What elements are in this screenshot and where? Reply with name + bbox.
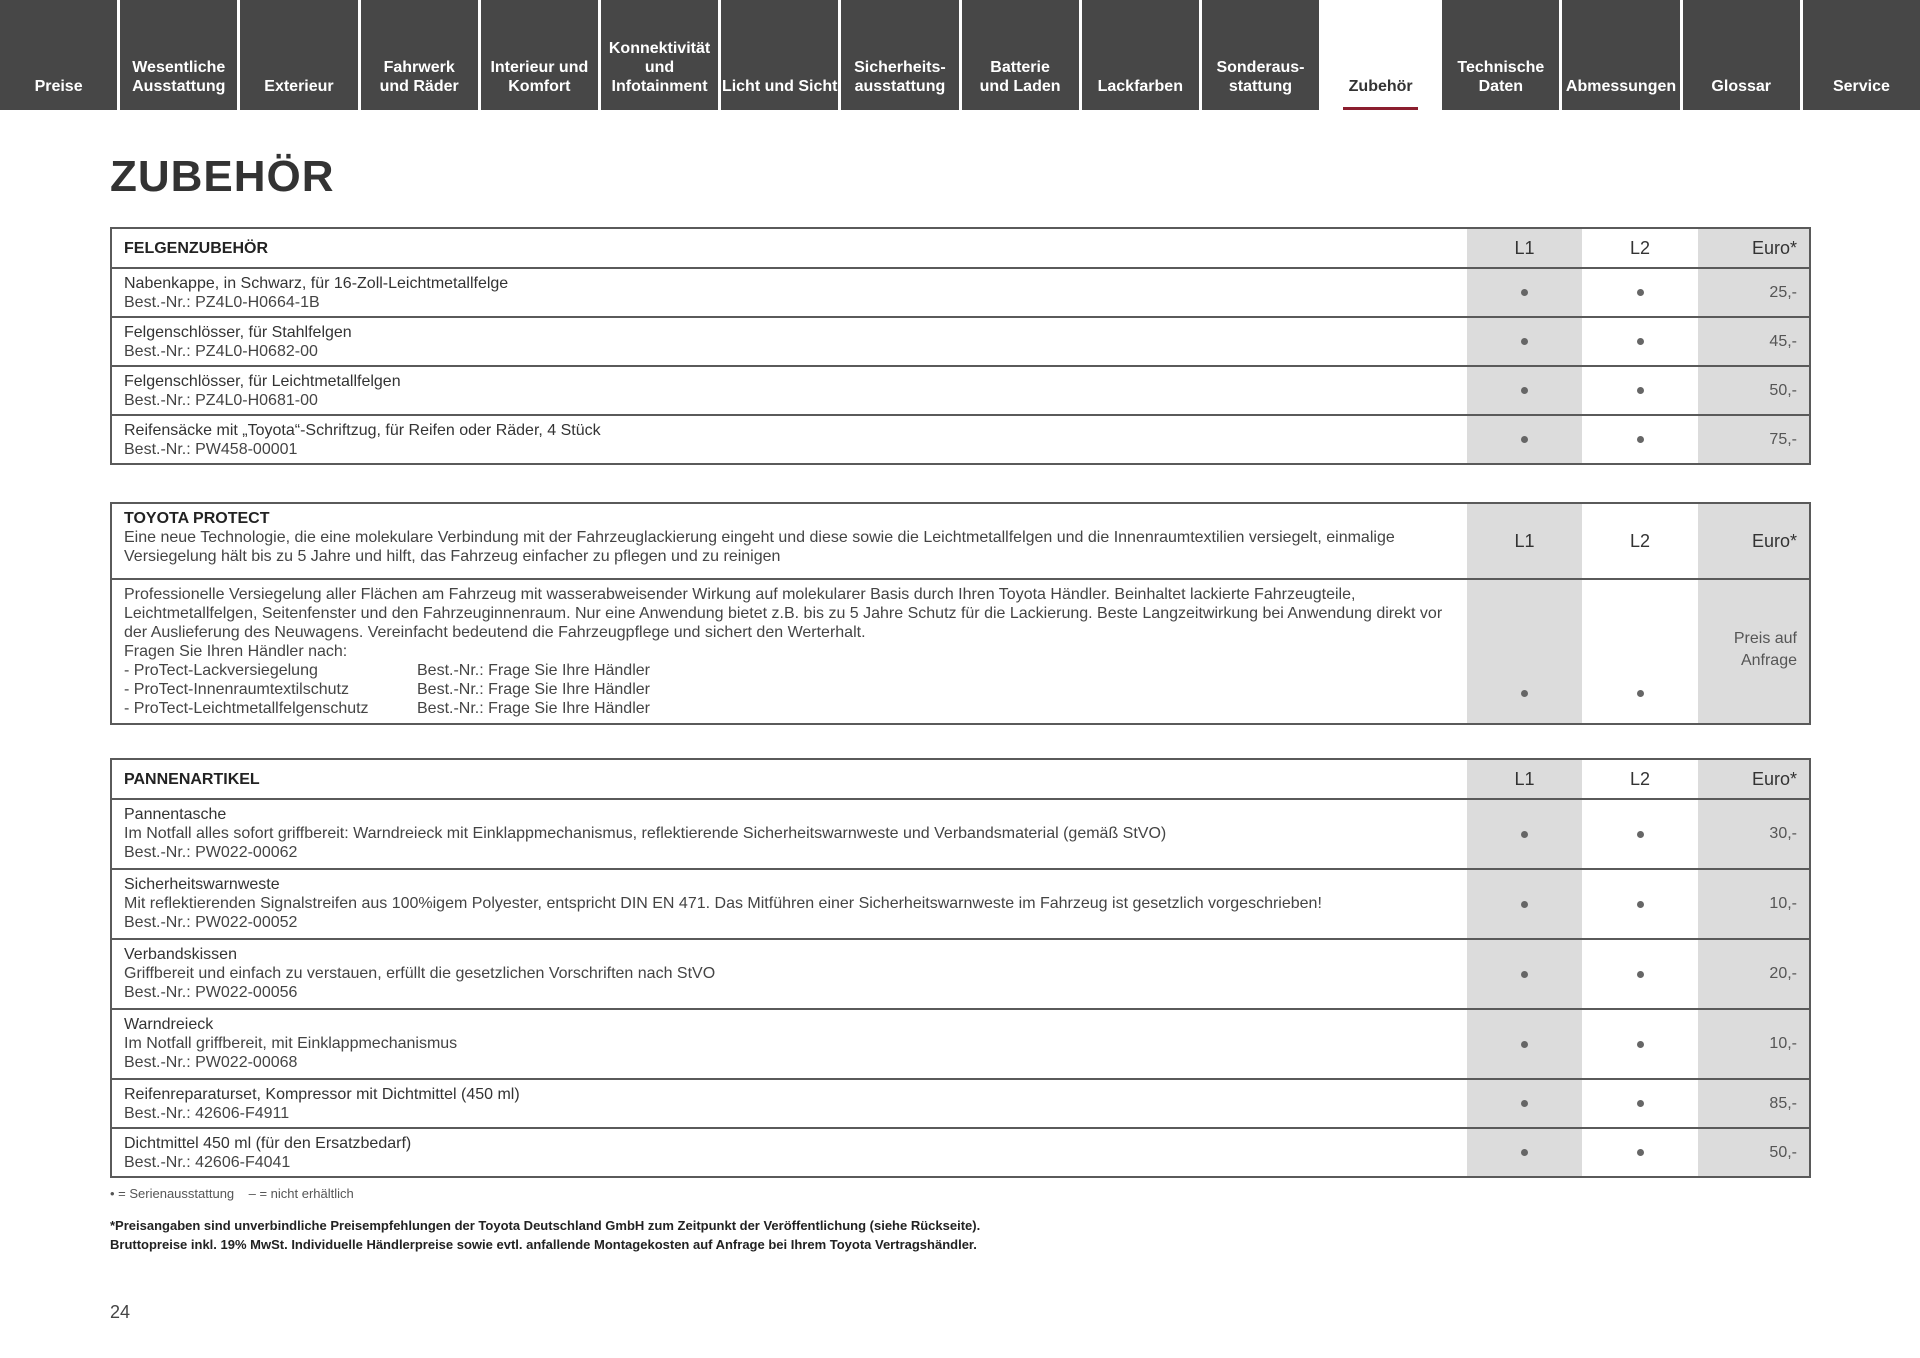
protect-item-list xyxy=(124,661,1455,718)
item-name: Felgenschlösser, für Stahlfelgen xyxy=(124,324,352,341)
standard-dot-icon xyxy=(1521,338,1528,345)
l2-cell xyxy=(1582,269,1698,316)
item-part-number: Best.-Nr.: PW022-00052 xyxy=(124,914,298,931)
l2-cell xyxy=(1582,870,1698,938)
l2-cell xyxy=(1582,940,1698,1008)
price-cell: 10,- xyxy=(1698,870,1809,938)
tab-licht-und-sicht[interactable]: Licht und Sicht xyxy=(721,0,838,110)
header-title-cell xyxy=(112,760,1467,798)
item-description xyxy=(112,318,1467,365)
protect-item-name: - ProTect-Lackversiegelung xyxy=(124,662,318,679)
header-title: PANNENARTIKEL xyxy=(124,770,260,788)
l2-cell xyxy=(1582,318,1698,365)
item-part-number: Best.-Nr.: PW022-00062 xyxy=(124,844,298,861)
protect-text: Professionelle Versiegelung aller Flächen am Fahrzeug mit wasserabweisender Wirkung auf molekularer Basis durch Ihren Toyota Händler. Beinhaltet lackierte Fahrzeugteile, Leichtmetallfelgen, Seitenfenster und den Fahrzeuginnenraum. Nur eine Anwendung bietet z.B. bis zu 5 Jahre Schutz für die Lackierung. Beste Langzeitwirkung bei Anwendung direkt vor der Auslieferung des Neuwagens. Vereinfacht bedeutend die Fahrzeugpflege und sichert den Werterhalt. xyxy=(124,586,1443,641)
standard-dot-icon xyxy=(1521,901,1528,908)
page-title: ZUBEHÖR xyxy=(110,152,335,201)
table-row xyxy=(112,868,1809,938)
column-header-l2: L2 xyxy=(1582,229,1698,267)
table-row xyxy=(112,1127,1809,1176)
item-part-number: Best.-Nr.: PZ4L0-H0682-00 xyxy=(124,343,318,360)
section-nav xyxy=(0,0,1920,110)
item-name: Reifenreparaturset, Kompressor mit Dichtmittel (450 ml) xyxy=(124,1086,520,1103)
table-row xyxy=(112,1078,1809,1127)
table-row xyxy=(112,267,1809,316)
standard-dot-icon xyxy=(1637,690,1644,697)
table-row xyxy=(112,578,1809,723)
footnote xyxy=(110,1216,980,1254)
item-description xyxy=(112,580,1467,723)
standard-dot-icon xyxy=(1521,971,1528,978)
tab-interieur-und-komfort[interactable]: Interieur und Komfort xyxy=(481,0,598,110)
standard-dot-icon xyxy=(1637,831,1644,838)
tab-abmessungen[interactable]: Abmessungen xyxy=(1562,0,1679,110)
column-header-euro: Euro* xyxy=(1698,504,1809,578)
price-cell: 50,- xyxy=(1698,367,1809,414)
standard-dot-icon xyxy=(1637,1149,1644,1156)
item-part-number: Best.-Nr.: 42606-F4041 xyxy=(124,1154,291,1171)
item-description xyxy=(112,1080,1467,1127)
tab-sicherheits-ausstattung[interactable]: Sicherheits- ausstattung xyxy=(841,0,958,110)
standard-dot-icon xyxy=(1521,1041,1528,1048)
protect-ask: Fragen Sie Ihren Händler nach: xyxy=(124,643,348,660)
item-name: Nabenkappe, in Schwarz, für 16-Zoll-Leichtmetallfelge xyxy=(124,275,509,292)
item-detail: Im Notfall griffbereit, mit Einklappmechanismus xyxy=(124,1035,458,1052)
standard-dot-icon xyxy=(1637,1041,1644,1048)
item-name: Reifensäcke mit „Toyota“-Schriftzug, für Reifen oder Räder, 4 Stück xyxy=(124,422,601,439)
item-part-number: Best.-Nr.: PW022-00056 xyxy=(124,984,298,1001)
standard-dot-icon xyxy=(1521,1100,1528,1107)
tab-konnektivität-und-infotainment[interactable]: Konnektivität und Infotainment xyxy=(601,0,718,110)
tab-service[interactable]: Service xyxy=(1803,0,1920,110)
table-header-row xyxy=(112,504,1809,578)
tab-sonderaus-stattung[interactable]: Sonderaus- stattung xyxy=(1202,0,1319,110)
standard-dot-icon xyxy=(1637,901,1644,908)
column-header-euro: Euro* xyxy=(1698,760,1809,798)
header-title-cell xyxy=(112,504,1467,578)
protect-item-part: Best.-Nr.: Frage Sie Ihre Händler xyxy=(417,681,650,698)
column-header-l1: L1 xyxy=(1467,504,1582,578)
l2-cell xyxy=(1582,1010,1698,1078)
item-description xyxy=(112,367,1467,414)
standard-dot-icon xyxy=(1521,387,1528,394)
column-header-l1: L1 xyxy=(1467,229,1582,267)
item-description xyxy=(112,1010,1467,1078)
l1-cell xyxy=(1467,269,1582,316)
table-pannenartikel xyxy=(110,758,1811,1178)
tab-fahrwerk-und-räder[interactable]: Fahrwerk und Räder xyxy=(361,0,478,110)
item-detail: Griffbereit und einfach zu verstauen, erfüllt die gesetzlichen Vorschriften nach StVO xyxy=(124,965,716,982)
l2-cell xyxy=(1582,800,1698,868)
tab-wesentliche-ausstattung[interactable]: Wesentliche Ausstattung xyxy=(120,0,237,110)
tab-exterieur[interactable]: Exterieur xyxy=(240,0,357,110)
footnote-line: Bruttopreise inkl. 19% MwSt. Individuelle Händlerpreise sowie evtl. anfallende Montagekosten auf Anfrage bei Ihrem Toyota Vertragshändler. xyxy=(110,1237,977,1252)
standard-dot-icon xyxy=(1637,436,1644,443)
item-description xyxy=(112,870,1467,938)
page-number: 24 xyxy=(110,1302,131,1322)
price-cell: 75,- xyxy=(1698,416,1809,463)
tab-technische-daten[interactable]: Technische Daten xyxy=(1442,0,1559,110)
table-felgenzubehoer xyxy=(110,227,1811,465)
l1-cell xyxy=(1467,1129,1582,1176)
tab-lackfarben[interactable]: Lackfarben xyxy=(1082,0,1199,110)
table-row xyxy=(112,365,1809,414)
item-name: Dichtmittel 450 ml (für den Ersatzbedarf) xyxy=(124,1135,412,1152)
l1-cell xyxy=(1467,940,1582,1008)
standard-dot-icon xyxy=(1637,338,1644,345)
standard-dot-icon xyxy=(1521,831,1528,838)
item-detail: Im Notfall alles sofort griffbereit: Warndreieck mit Einklappmechanismus, reflektierende Sicherheitswarnweste und Verbandsmaterial (gemäß StVO) xyxy=(124,825,1167,842)
header-subtitle: Eine neue Technologie, die eine molekulare Verbindung mit der Fahrzeuglackierung eingeht und diese sowie die Leichtmetallfelgen und die Innenraumtextilien versiegelt, einmalige Versiegelung hält bis zu 5 Jahre und hilft, das Fahrzeug einfacher zu pflegen und zu reinigen xyxy=(124,529,1395,565)
column-header-l1: L1 xyxy=(1467,760,1582,798)
table-toyota-protect xyxy=(110,502,1811,725)
protect-item-part: Best.-Nr.: Frage Sie Ihre Händler xyxy=(417,662,650,679)
l2-cell xyxy=(1582,367,1698,414)
standard-dot-icon xyxy=(1521,289,1528,296)
protect-item-part: Best.-Nr.: Frage Sie Ihre Händler xyxy=(417,700,650,717)
item-description xyxy=(112,800,1467,868)
tab-preise[interactable]: Preise xyxy=(0,0,117,110)
price-cell: 20,- xyxy=(1698,940,1809,1008)
item-part-number: Best.-Nr.: 42606-F4911 xyxy=(124,1105,290,1122)
standard-dot-icon xyxy=(1637,387,1644,394)
item-part-number: Best.-Nr.: PW022-00068 xyxy=(124,1054,298,1071)
price-cell: 10,- xyxy=(1698,1010,1809,1078)
item-description xyxy=(112,940,1467,1008)
table-header-row xyxy=(112,760,1809,798)
table-row xyxy=(112,414,1809,463)
legend: • = Serienausstattung – = nicht erhältlich xyxy=(110,1186,354,1201)
l1-cell xyxy=(1467,800,1582,868)
l1-cell xyxy=(1467,580,1582,723)
item-detail: Mit reflektierenden Signalstreifen aus 100%igem Polyester, entspricht DIN EN 471. Das Mitführen einer Sicherheitswarnweste im Fahrzeug ist gesetzlich vorgeschrieben! xyxy=(124,895,1322,912)
item-name: Felgenschlösser, für Leichtmetallfelgen xyxy=(124,373,401,390)
item-description xyxy=(112,1129,1467,1176)
standard-dot-icon xyxy=(1637,971,1644,978)
item-name: Pannentasche xyxy=(124,806,227,823)
column-header-l2: L2 xyxy=(1582,760,1698,798)
price-cell: 50,- xyxy=(1698,1129,1809,1176)
price-cell: 25,- xyxy=(1698,269,1809,316)
l1-cell xyxy=(1467,870,1582,938)
tab-glossar[interactable]: Glossar xyxy=(1683,0,1800,110)
item-description xyxy=(112,269,1467,316)
l2-cell xyxy=(1582,580,1698,723)
item-part-number: Best.-Nr.: PW458-00001 xyxy=(124,441,298,458)
table-row xyxy=(112,316,1809,365)
header-title-cell xyxy=(112,229,1467,267)
item-part-number: Best.-Nr.: PZ4L0-H0681-00 xyxy=(124,392,318,409)
item-name: Verbandskissen xyxy=(124,946,237,963)
column-header-euro: Euro* xyxy=(1698,229,1809,267)
table-row xyxy=(112,938,1809,1008)
price-cell: 45,- xyxy=(1698,318,1809,365)
standard-dot-icon xyxy=(1637,1100,1644,1107)
tab-batterie-und-laden[interactable]: Batterie und Laden xyxy=(962,0,1079,110)
price-cell: 85,- xyxy=(1698,1080,1809,1127)
header-title: TOYOTA PROTECT xyxy=(124,510,270,527)
standard-dot-icon xyxy=(1637,289,1644,296)
item-name: Warndreieck xyxy=(124,1016,214,1033)
l2-cell xyxy=(1582,1080,1698,1127)
item-part-number: Best.-Nr.: PZ4L0-H0664-1B xyxy=(124,294,320,311)
protect-item-name: - ProTect-Leichtmetallfelgenschutz xyxy=(124,700,369,717)
l1-cell xyxy=(1467,1080,1582,1127)
l2-cell xyxy=(1582,416,1698,463)
l1-cell xyxy=(1467,416,1582,463)
table-row xyxy=(112,798,1809,868)
table-header-row xyxy=(112,229,1809,267)
price-cell: 30,- xyxy=(1698,800,1809,868)
item-description xyxy=(112,416,1467,463)
header-title: FELGENZUBEHÖR xyxy=(124,239,268,257)
l1-cell xyxy=(1467,367,1582,414)
price-cell: Preis auf Anfrage xyxy=(1698,580,1809,723)
tab-zubehör[interactable]: Zubehör xyxy=(1322,0,1439,110)
standard-dot-icon xyxy=(1521,690,1528,697)
column-header-l2: L2 xyxy=(1582,504,1698,578)
l1-cell xyxy=(1467,1010,1582,1078)
l2-cell xyxy=(1582,1129,1698,1176)
standard-dot-icon xyxy=(1521,436,1528,443)
table-row xyxy=(112,1008,1809,1078)
footnote-line: *Preisangaben sind unverbindliche Preisempfehlungen der Toyota Deutschland GmbH zum Zeitpunkt der Veröffentlichung (siehe Rückseite). xyxy=(110,1218,981,1233)
l1-cell xyxy=(1467,318,1582,365)
item-name: Sicherheitswarnweste xyxy=(124,876,280,893)
standard-dot-icon xyxy=(1521,1149,1528,1156)
protect-item-name: - ProTect-Innenraumtextilschutz xyxy=(124,681,349,698)
